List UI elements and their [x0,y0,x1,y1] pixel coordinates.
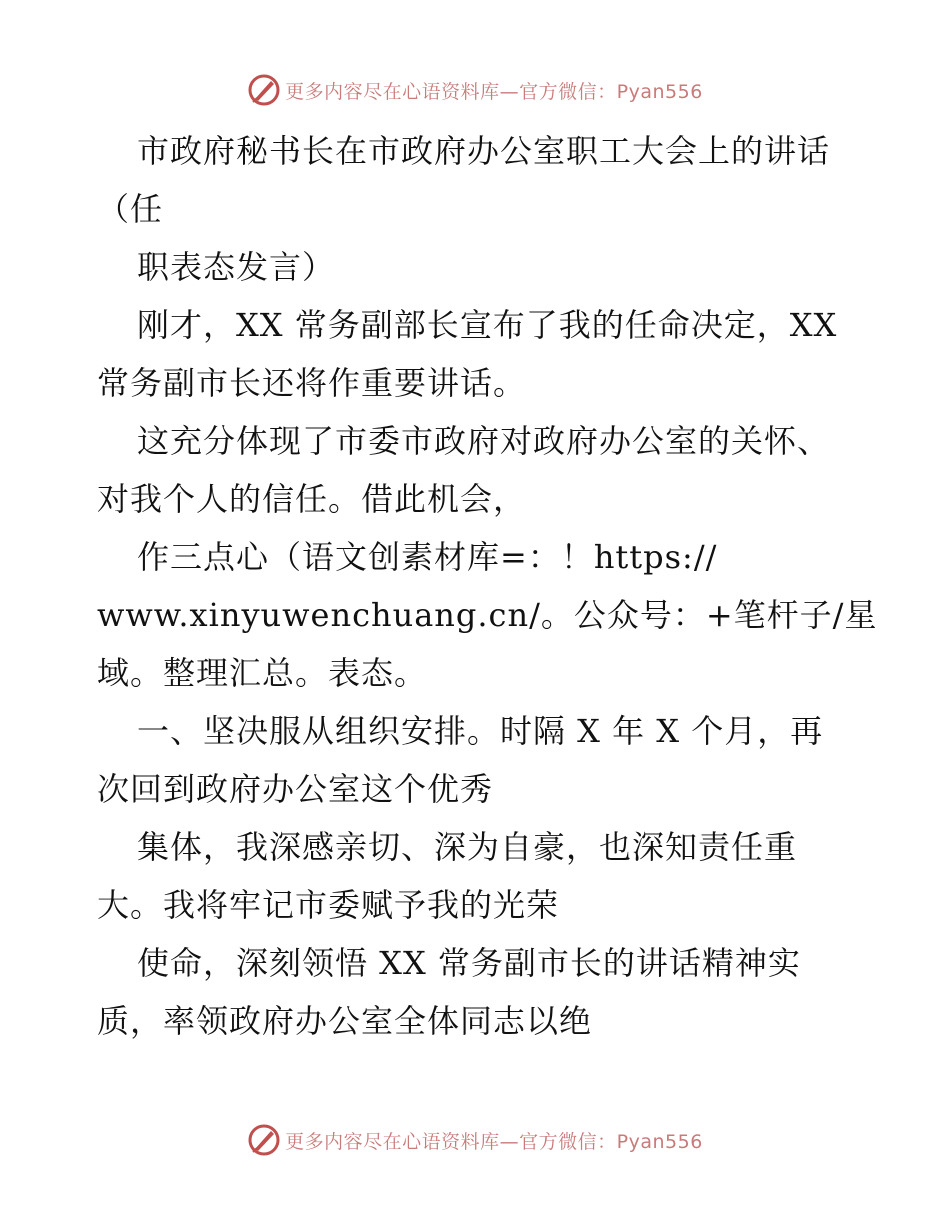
quill-pen-logo-icon [247,1123,281,1157]
paragraph-line: 刚才，XX 常务副部长宣布了我的任命决定，XX [137,306,838,344]
paragraph-line: 次回到政府办公室这个优秀 [97,770,494,808]
document-title-line-2: （任 [97,190,164,228]
document-body [97,122,878,1050]
header-banner [0,70,950,110]
footer-banner-text: 更多内容尽在心语资料库—官方微信：Pyan556 [285,1130,703,1153]
header-banner-text: 更多内容尽在心语资料库—官方微信：Pyan556 [285,80,703,103]
paragraph-line: www.xinyuwenchuang.cn/。公众号：+笔杆子/星 [97,596,878,634]
paragraph-line: 质，率领政府办公室全体同志以绝 [97,1002,593,1040]
paragraph-line: 一、坚决服从组织安排。时隔 X 年 X 个月，再 [137,712,824,750]
document-title-line-1: 市政府秘书长在市政府办公室职工大会上的讲话 [137,132,831,170]
footer-banner [0,1120,950,1160]
paragraph-line: 这充分体现了市委市政府对政府办公室的关怀、 [137,422,831,460]
quill-pen-logo-icon [247,73,281,107]
paragraph-line: 常务副市长还将作重要讲话。 [97,364,527,402]
paragraph-line: 作三点心（语文创素材库=：！https:// [137,538,718,576]
paragraph-line: 集体，我深感亲切、深为自豪，也深知责任重 [137,828,798,866]
paragraph-line: 使命，深刻领悟 XX 常务副市长的讲话精神实 [137,944,801,982]
paragraph-line: 大。我将牢记市委赋予我的光荣 [97,886,560,924]
document-title-line-3: 职表态发言） [137,248,336,286]
paragraph-line: 域。整理汇总。表态。 [97,654,428,692]
paragraph-line: 对我个人的信任。借此机会， [97,480,527,518]
